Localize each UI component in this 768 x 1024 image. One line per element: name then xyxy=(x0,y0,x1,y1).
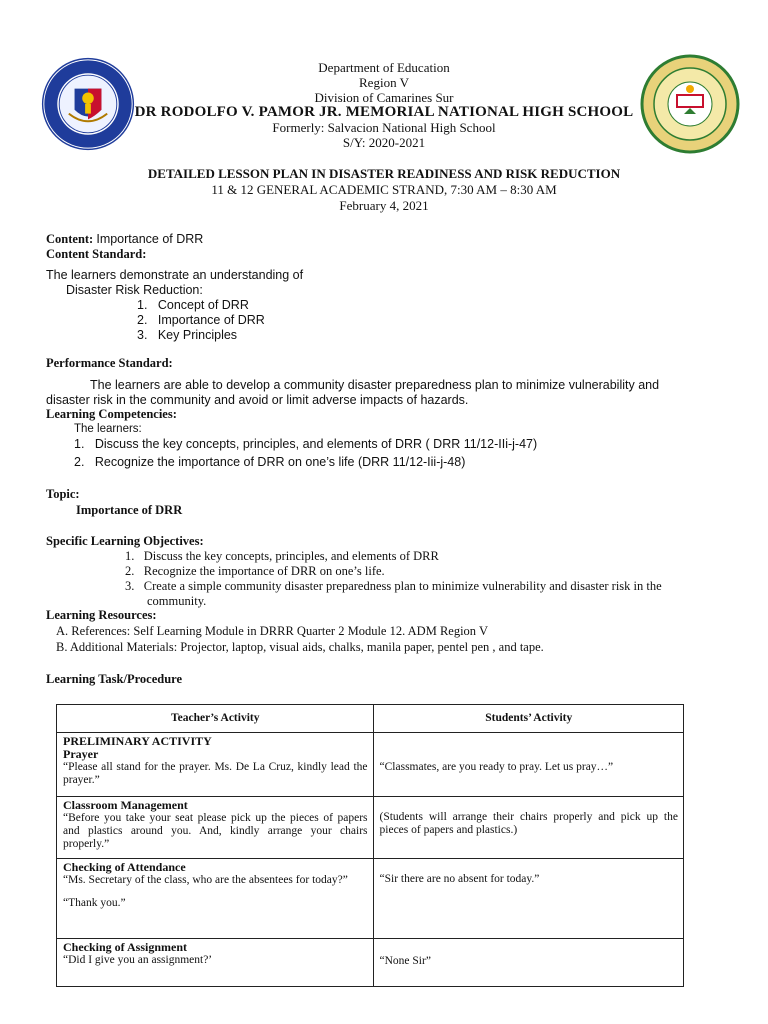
teacher-text: “Before you take your seat please pick up the pieces of papers and plastics around you. And, kindly arrange your chairs properly.” xyxy=(63,812,368,850)
performance-standard-label: Performance Standard: xyxy=(46,356,173,370)
row-heading: Classroom Management xyxy=(63,798,188,812)
row-heading: PRELIMINARY ACTIVITY xyxy=(63,734,212,748)
students-text: (Students will arrange their chairs properly and pick up the pieces of papers and plastics.) xyxy=(379,811,678,836)
objective-item: 2. Recognize the importance of DRR on one’s life. xyxy=(125,564,385,578)
content-standard-item: 2. Importance of DRR xyxy=(137,313,265,327)
students-text: “Sir there are no absent for today.” xyxy=(379,873,540,885)
students-cell xyxy=(373,733,683,797)
teacher-cell xyxy=(57,797,374,859)
table-row xyxy=(57,859,684,939)
strand-schedule: 11 & 12 GENERAL ACADEMIC STRAND, 7:30 AM – 8:30 AM xyxy=(211,182,557,197)
competencies-intro: The learners: xyxy=(74,423,142,435)
performance-standard-line1: The learners are able to develop a community disaster preparedness plan to minimize vulnerability and xyxy=(90,378,660,392)
resources-label: Learning Resources: xyxy=(46,608,157,622)
content-value: Importance of DRR xyxy=(96,232,204,246)
lesson-date: February 4, 2021 xyxy=(339,198,429,213)
teacher-text: “Did I give you an assignment?’ xyxy=(63,954,213,966)
teacher-cell xyxy=(57,939,374,987)
teacher-cell xyxy=(57,859,374,939)
objective-item: 1. Discuss the key concepts, principles, and elements of DRR xyxy=(125,549,439,563)
procedure-table xyxy=(56,704,684,987)
table-row xyxy=(57,797,684,859)
row-subheading: Prayer xyxy=(63,747,99,761)
teacher-cell xyxy=(57,733,374,797)
competencies-label: Learning Competencies: xyxy=(46,407,177,421)
content-standard-intro: The learners demonstrate an understanding of xyxy=(46,268,304,282)
performance-standard-line2: disaster risk in the community and avoid or limit adverse impacts of hazards. xyxy=(46,393,469,407)
content-standard-label: Content Standard: xyxy=(46,247,147,261)
table-header-row xyxy=(57,705,684,733)
resources-materials: B. Additional Materials: Projector, laptop, visual aids, chalks, manila paper, pentel pen , and tape. xyxy=(56,640,544,654)
competency-item: 1. Discuss the key concepts, principles, and elements of DRR ( DRR 11/12-IIi-j-47) xyxy=(74,437,538,451)
content-line xyxy=(46,232,203,247)
table-row xyxy=(57,939,684,987)
table-row xyxy=(57,733,684,797)
content-standard-item: 1. Concept of DRR xyxy=(137,298,249,312)
procedure-label: Learning Task/Procedure xyxy=(46,672,183,686)
row-heading: Checking of Attendance xyxy=(63,860,186,874)
teacher-text: “Ms. Secretary of the class, who are the absentees for today?” xyxy=(63,874,348,886)
topic-label: Topic: xyxy=(46,487,80,501)
col-students-header: Students’ Activity xyxy=(373,705,683,733)
students-cell xyxy=(373,939,683,987)
formerly: Formerly: Salvacion National High School xyxy=(272,120,496,135)
content-label: Content: xyxy=(46,232,94,246)
content-standard-sub: Disaster Risk Reduction: xyxy=(66,283,203,297)
school-name: DR RODOLFO V. PAMOR JR. MEMORIAL NATIONAL HIGH SCHOOL xyxy=(134,104,634,120)
school-year: S/Y: 2020-2021 xyxy=(342,135,426,150)
competency-item: 2. Recognize the importance of DRR on one’s life (DRR 11/12-Iii-j-48) xyxy=(74,455,466,469)
region: Region V xyxy=(359,75,409,90)
row-heading: Checking of Assignment xyxy=(63,940,188,954)
students-text: “Classmates, are you ready to pray. Let us pray…” xyxy=(379,761,614,773)
teacher-text: “Please all stand for the prayer. Ms. De La Cruz, kindly lead the prayer.” xyxy=(63,761,368,786)
resources-references: A. References: Self Learning Module in DRRR Quarter 2 Module 12. ADM Region V xyxy=(56,624,488,638)
students-cell xyxy=(373,859,683,939)
students-text: “None Sir” xyxy=(379,955,431,967)
col-teacher-header: Teacher’s Activity xyxy=(57,705,374,733)
objective-item: 3. Create a simple community disaster preparedness plan to minimize vulnerability and disaster risk in the xyxy=(125,579,662,593)
lesson-title: DETAILED LESSON PLAN IN DISASTER READINESS AND RISK REDUCTION xyxy=(147,166,621,181)
division: Division of Camarines Sur xyxy=(314,90,454,105)
students-cell xyxy=(373,797,683,859)
topic-value: Importance of DRR xyxy=(76,503,183,517)
letterhead xyxy=(0,60,768,150)
teacher-text: “Thank you.” xyxy=(63,897,126,909)
content-standard-item: 3. Key Principles xyxy=(137,328,238,342)
lesson-title-block xyxy=(0,166,768,214)
objectives-label: Specific Learning Objectives: xyxy=(46,534,204,548)
department: Department of Education xyxy=(318,60,450,75)
objective-item-continuation: community. xyxy=(147,594,207,608)
